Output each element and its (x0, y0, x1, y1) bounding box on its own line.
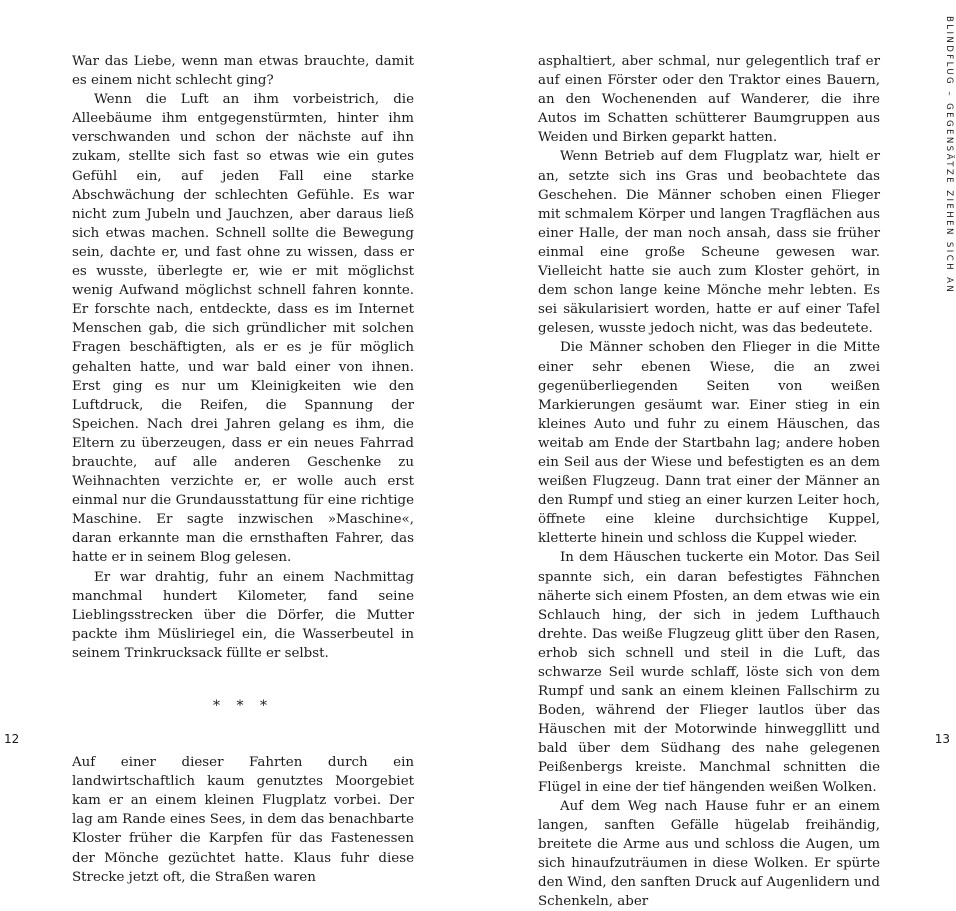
right-page-text (538, 52, 880, 911)
left-paragraph-3: Er war drahtig, fuhr an einem Nachmittag manchmal hundert Kilometer, fand seine Lieblingsstrecken über die Dörfer, die Mutter packte ihm Müsliriegel ein, die Wasserbeutel in seinem Trinkrucksack füllte er selbst. (72, 569, 414, 661)
right-paragraph-1: asphaltiert, aber schmal, nur gelegentlich traf er auf einen Förster oder den Traktor eines Bauern, an den Wochenenden auf Wanderer, die ihre Autos im Schatten schütterer Baumgruppen aus Weiden und Birken geparkt hatten. (538, 54, 880, 146)
page-number-right: 13 (934, 732, 950, 746)
right-paragraph-4: In dem Häuschen tuckerte ein Motor. Das Seil spannte sich, ein daran befestigtes Fähnchen näherte sich einem Pfosten, an dem etwas wie ein Schlauch hing, der sich in jedem Lufthauch drehte. Das weiße Flugzeug glitt über den Rasen, erhob sich schnell und steil in die Luft, das schwarze Seil wurde schlaff, löste sich von dem Rumpf und sank an einem kleinen Fallschirm zu Boden, während der Flieger lautlos über das Häuschen mit der Motorwinde hinweggllitt und bald über dem Südhang des nahe gelegenen Peißenbergs kreiste. Manchmal schnitten die Flügel in eine der tief hängenden weißen Wolken. (538, 550, 880, 795)
section-break: * * * (213, 698, 273, 714)
left-paragraph-1: War das Liebe, wenn man etwas brauchte, damit es einem nicht schlecht ging? (72, 54, 414, 89)
right-paragraph-5: Auf dem Weg nach Hause fuhr er an einem langen, sanften Gefälle hügelab freihändig, breitete die Arme aus und schloss die Augen, um sich hinaufzuträumen in diese Wolken. Er spürte den Wind, den sanften Druck auf Augenlidern und Schenkeln, aber (538, 798, 880, 910)
running-head: BLINDFLUG – GEGENSÄTZE ZIEHEN SICH AN (944, 16, 954, 295)
right-paragraph-3: Die Männer schoben den Flieger in die Mitte einer sehr ebenen Wiese, die an zwei gegenüberliegenden Seiten von weißen Markierungen gesäumt war. Einer stieg in ein kleines Auto und fuhr zu einem Häuschen, das weitab am Ende der Startbahn lag; andere hoben ein Seil aus der Wiese und befestigten es an dem weißen Flugzeug. Dann trat einer der Männer an den Rumpf und stieg an einer kurzen Leiter hoch, öffnete eine kleine durchsichtige Kuppel, kletterte hinein und schloss die Kuppel wieder. (538, 340, 880, 547)
left-paragraph-4: Auf einer dieser Fahrten durch ein landwirtschaftlich kaum genutztes Moorgebiet kam er an einem kleinen Flugplatz vorbei. Der lag am Rande eines Sees, in dem das benachbarte Kloster früher die Karpfen für das Fastenessen der Mönche gezüchtet hatte. Klaus fuhr diese Strecke jetzt oft, die Straßen waren (72, 755, 414, 885)
right-paragraph-2: Wenn Betrieb auf dem Flugplatz war, hielt er an, setzte sich ins Gras und beobachtete das Geschehen. Die Männer schoben einen Flieger mit schmalem Körper und langen Tragflächen aus einer Halle, der man noch ansah, dass sie früher einmal eine große Scheune gewesen war. Vielleicht hatte sie auch zum Kloster gehört, in dem schon lange keine Mönche mehr lebten. Es sei säkularisiert worden, hatte er auf einer Tafel gelesen, wusste jedoch nicht, was das bedeutete. (538, 149, 880, 337)
page-number-left: 12 (4, 732, 20, 746)
left-paragraph-2: Wenn die Luft an ihm vorbeistrich, die Alleebäume ihm entgegenstürmten, hinter ihm verschwanden und schon der nächste auf ihn zukam, stellte sich fast so etwas wie ein gutes Gefühl ein, auf jeden Fall eine starke Abschwächung der schlechten Gefühle. Es war nicht zum Jubeln und Jauchzen, aber daraus ließ sich etwas machen. Schnell sollte die Bewegung sein, dachte er, und fast ohne zu wissen, dass er es wusste, überlegte er, wie er mit möglichst wenig Aufwand möglichst schnell fahren konnte. Er forschte nach, entdeckte, dass es im Internet Menschen gab, die sich gründlicher mit solchen Fragen beschäftigten, als er es je für möglich gehalten hatte, und war bald einer von ihnen. Erst ging es nur um Kleinigkeiten wie den Luftdruck, die Reifen, die Spannung der Speichen. Nach drei Jahren gelang es ihm, die Eltern zu überzeugen, dass er ein neues Fahrrad brauchte, auf alle anderen Geschenke zu Weihnachten verzichte er, er wolle auch erst einmal nur die Grundausstattung für eine richtige Maschine. Er sagte inzwischen »Maschine«, daran erkannte man die ernsthaften Fahrer, das hatte er in seinem Blog gelesen. (72, 92, 414, 566)
left-page-text (72, 52, 414, 887)
